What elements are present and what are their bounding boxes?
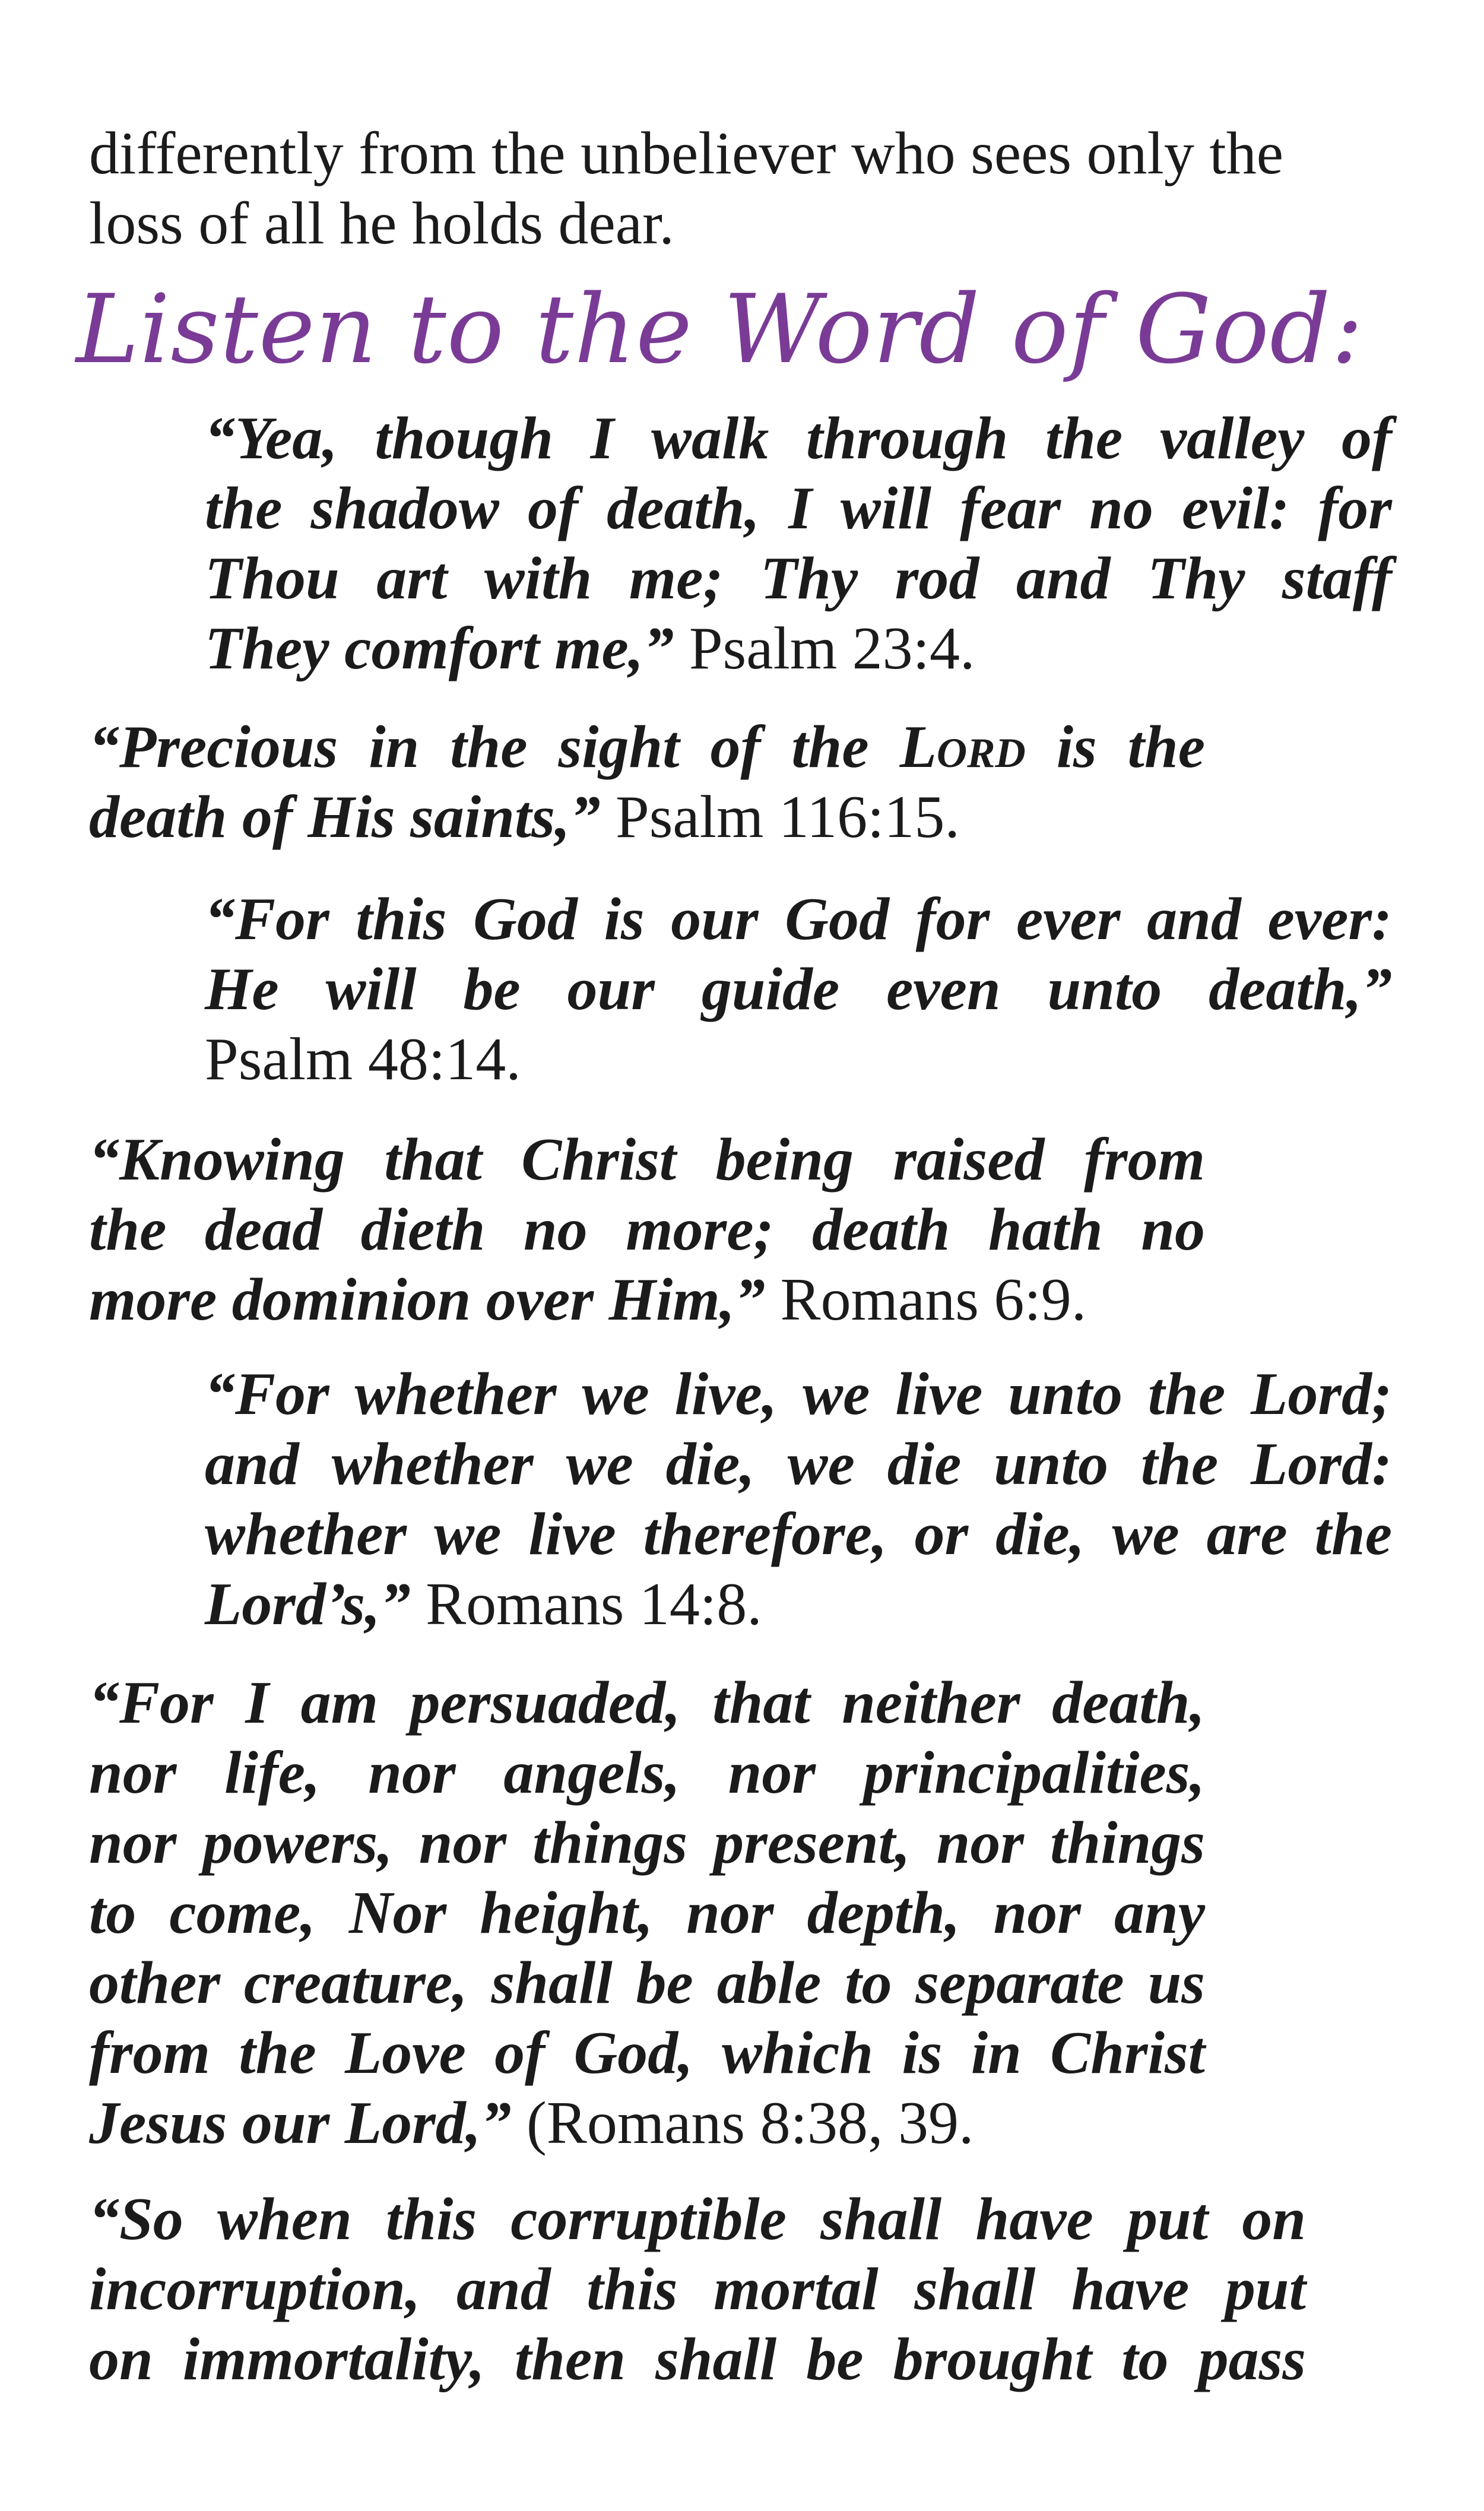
verse-line: “Yea, though I walk through the valley of <box>205 405 1392 472</box>
verse-line: other creature, shall be able to separate us <box>89 1949 1205 2017</box>
verse-text: “Precious in the sight of the <box>89 714 900 781</box>
verse-line: “For this God is our God for ever and ever: <box>205 886 1392 953</box>
verse-line <box>89 2088 1205 2158</box>
verse-text: They comfort me,” <box>205 615 674 682</box>
verse-reference: Psalm 48:14. <box>205 1026 521 1093</box>
verse-line: from the Love of God, which is in Christ <box>89 2019 1205 2087</box>
verse-line <box>89 782 1205 852</box>
verse-line: the shadow of death, I will fear no evil: for <box>205 475 1392 542</box>
verse-psalm-48-14 <box>205 884 1392 1095</box>
verse-psalm-116-15 <box>89 712 1205 852</box>
verse-text: is the <box>1025 714 1205 781</box>
verse-line: nor powers, nor things present, nor things <box>89 1809 1205 1876</box>
verse-romans-14-8 <box>205 1359 1392 1640</box>
verse-line: to come, Nor height, nor depth, nor any <box>89 1879 1205 1946</box>
verse-reference: Romans 6:9. <box>780 1266 1087 1333</box>
verse-line <box>89 712 1205 782</box>
verse-line: nor life, nor angels, nor principalities, <box>89 1739 1205 1806</box>
verse-line: “Knowing that Christ being raised from <box>89 1126 1205 1193</box>
verse-line: Thou art with me; Thy rod and Thy staff <box>205 545 1392 612</box>
verse-line: and whether we die, we die unto the Lord: <box>205 1431 1392 1498</box>
intro-paragraph <box>89 119 1395 259</box>
verse-text: more dominion over Him,” <box>89 1266 766 1333</box>
verse-text: Lord’s,” <box>205 1571 411 1638</box>
verse-romans-6-9 <box>89 1125 1205 1335</box>
verse-line: whether we live therefore, or die, we are the <box>205 1501 1392 1568</box>
verse-line: incorruption, and this mortal shall have put <box>89 2256 1306 2323</box>
verse-line: “So when this corruptible shall have put on <box>89 2186 1306 2253</box>
verse-line: the dead dieth no more; death hath no <box>89 1196 1205 1263</box>
verse-line <box>205 1570 1392 1640</box>
section-heading: Listen to the Word of God: <box>76 274 1364 385</box>
verse-line: on immortality, then shall be brought to pass <box>89 2326 1306 2393</box>
verse-reference: (Romans 8:38, 39. <box>526 2090 974 2157</box>
lord-small-caps: Lord <box>899 714 1026 781</box>
verse-romans-8-38-39 <box>89 1668 1205 2158</box>
verse-reference: Psalm 23:4. <box>689 615 975 682</box>
verse-text: death of His saints,” <box>89 784 601 851</box>
verse-text: Jesus our Lord,” <box>89 2090 512 2157</box>
verse-line: “For I am persuaded, that neither death, <box>89 1669 1205 1736</box>
intro-line: differently from the unbeliever who sees only the <box>89 120 1284 187</box>
intro-line: loss of all he holds dear. <box>89 190 674 257</box>
verse-corruptible <box>89 2185 1306 2395</box>
verse-line: “For whether we live, we live unto the Lord; <box>205 1361 1392 1428</box>
verse-line <box>205 614 1392 684</box>
verse-line <box>89 1265 1205 1335</box>
verse-reference: Psalm 116:15. <box>615 784 960 851</box>
verse-reference: Romans 14:8. <box>426 1571 762 1638</box>
verse-line: He will be our guide even unto death,” <box>205 956 1392 1023</box>
verse-psalm-23-4 <box>205 404 1392 684</box>
